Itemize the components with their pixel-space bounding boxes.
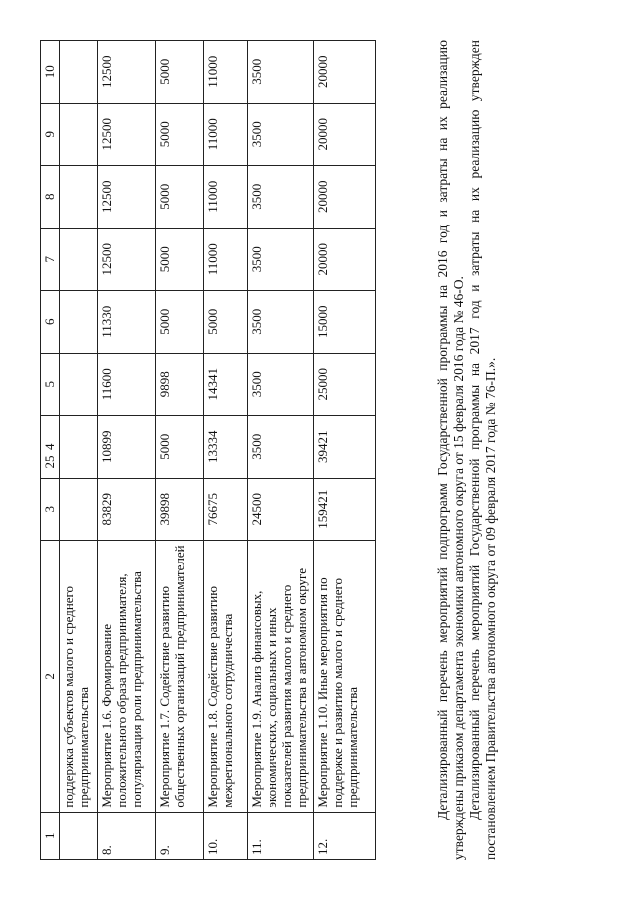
note-paragraph: Детализированный перечень мероприятий подпрограмм Государственной программы на 2016 год и затраты на их реализацию утверждены приказом департамента экономики автономного округа от 15 февраля 2016 года № 46-О. <box>435 40 466 860</box>
value-cell: 76675 <box>204 478 248 541</box>
expenditure-table <box>40 40 376 860</box>
value-cell <box>60 291 98 354</box>
column-header: 10 <box>41 41 60 104</box>
value-cell: 11000 <box>204 228 248 291</box>
value-cell: 11600 <box>98 353 156 416</box>
value-cell <box>60 478 98 541</box>
value-cell: 11000 <box>204 41 248 104</box>
value-cell: 20000 <box>314 103 376 166</box>
value-cell: 20000 <box>314 41 376 104</box>
table-header-row <box>41 41 60 860</box>
value-cell <box>60 103 98 166</box>
value-cell: 5000 <box>156 416 204 479</box>
activity-name-cell: Мероприятие 1.8. Содействие развитию межрегионального сотрудничества <box>204 541 248 813</box>
column-header: 9 <box>41 103 60 166</box>
value-cell: 20000 <box>314 228 376 291</box>
row-number-cell: 11. <box>248 812 314 859</box>
value-cell: 11000 <box>204 166 248 229</box>
value-cell: 39898 <box>156 478 204 541</box>
column-header: 1 <box>41 812 60 859</box>
table-row <box>204 41 248 860</box>
activity-name-cell: Мероприятие 1.9. Анализ финансовых, экономических, социальных и иных показателей развития малого и среднего предпринимательства в автономном округе <box>248 541 314 813</box>
value-cell: 5000 <box>156 41 204 104</box>
value-cell: 83829 <box>98 478 156 541</box>
value-cell: 12500 <box>98 228 156 291</box>
activity-name-cell: Мероприятие 1.6. Формирование положительного образа предпринимателя, популяризация роли предпринимательства <box>98 541 156 813</box>
value-cell: 3500 <box>248 353 314 416</box>
table-row <box>98 41 156 860</box>
notes-block <box>435 40 499 860</box>
value-cell <box>60 353 98 416</box>
value-cell: 39421 <box>314 416 376 479</box>
value-cell: 3500 <box>248 291 314 354</box>
column-header: 8 <box>41 166 60 229</box>
column-header: 5 <box>41 353 60 416</box>
value-cell: 14341 <box>204 353 248 416</box>
value-cell: 20000 <box>314 166 376 229</box>
table-row <box>60 41 98 860</box>
value-cell: 3500 <box>248 41 314 104</box>
value-cell: 12500 <box>98 166 156 229</box>
value-cell: 10899 <box>98 416 156 479</box>
table-row <box>314 41 376 860</box>
column-header: 3 <box>41 478 60 541</box>
row-number-cell: 12. <box>314 812 376 859</box>
value-cell <box>60 41 98 104</box>
value-cell: 12500 <box>98 103 156 166</box>
value-cell: 5000 <box>204 291 248 354</box>
value-cell: 5000 <box>156 103 204 166</box>
value-cell <box>60 416 98 479</box>
activity-name-cell: Мероприятие 1.7. Содействие развитию общественных организаций предпринимателей <box>156 541 204 813</box>
value-cell <box>60 166 98 229</box>
value-cell: 3500 <box>248 103 314 166</box>
value-cell: 11330 <box>98 291 156 354</box>
column-header: 4 <box>41 416 60 479</box>
value-cell: 5000 <box>156 166 204 229</box>
value-cell: 3500 <box>248 166 314 229</box>
row-number-cell <box>60 812 98 859</box>
value-cell <box>60 228 98 291</box>
value-cell: 15000 <box>314 291 376 354</box>
value-cell: 12500 <box>98 41 156 104</box>
value-cell: 5000 <box>156 228 204 291</box>
value-cell: 24500 <box>248 478 314 541</box>
note-paragraph: Детализированный перечень мероприятий Государственной программы на 2017 год и затраты на их реализацию утвержден постановлением Правительства автономного округа от 09 февраля 2017 года № 76-П.». <box>467 40 498 860</box>
column-header: 7 <box>41 228 60 291</box>
rotated-page-content <box>40 40 600 860</box>
column-header: 2 <box>41 541 60 813</box>
row-number-cell: 8. <box>98 812 156 859</box>
value-cell: 25000 <box>314 353 376 416</box>
table-row <box>156 41 204 860</box>
value-cell: 3500 <box>248 416 314 479</box>
activity-name-cell: Мероприятие 1.10. Иные мероприятия по поддержке и развитию малого и среднего предпринимательства <box>314 541 376 813</box>
value-cell: 159421 <box>314 478 376 541</box>
row-number-cell: 10. <box>204 812 248 859</box>
table-row <box>248 41 314 860</box>
value-cell: 13334 <box>204 416 248 479</box>
column-header: 6 <box>41 291 60 354</box>
row-number-cell: 9. <box>156 812 204 859</box>
value-cell: 5000 <box>156 291 204 354</box>
value-cell: 3500 <box>248 228 314 291</box>
page-number: 25 <box>42 455 57 469</box>
value-cell: 11000 <box>204 103 248 166</box>
activity-name-cell: поддержка субъектов малого и среднего предпринимательства <box>60 541 98 813</box>
value-cell: 9898 <box>156 353 204 416</box>
